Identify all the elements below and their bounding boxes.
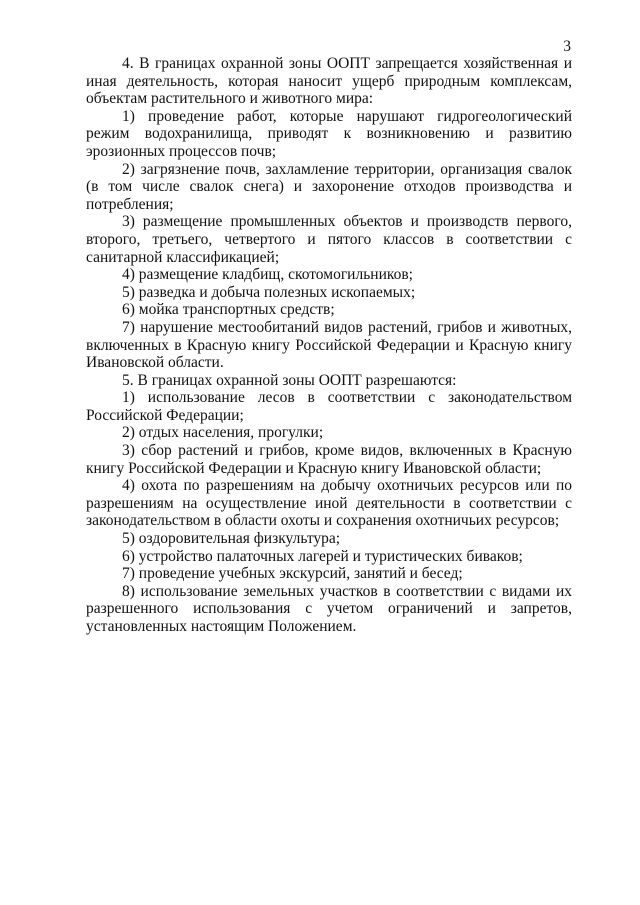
paragraph-prohibited-item-6: 6) мойка транспортных средств; bbox=[122, 301, 335, 319]
paragraph-allowed-item-6: 6) устройство палаточных лагерей и туристических биваков; bbox=[122, 547, 523, 565]
document-body bbox=[86, 55, 572, 636]
paragraph-allowed-item-1: 1) использование лесов в соответствии с законодательством Российской Федерации; bbox=[86, 389, 572, 424]
paragraph-allowed-item-7: 7) проведение учебных экскурсий, занятий и бесед; bbox=[122, 565, 463, 583]
paragraph-prohibited-item-1: 1) проведение работ, которые нарушают гидрогеологический режим водохранилища, приводят к возникновению и развитию эрозионных процессов почв; bbox=[86, 107, 572, 160]
paragraph-prohibited-item-3: 3) размещение промышленных объектов и производств первого, второго, третьего, четвертого и пятого классов в соответствии с санитарной классификацией; bbox=[86, 213, 572, 266]
paragraph-allowed-intro: 5. В границах охранной зоны ООПТ разрешаются: bbox=[122, 371, 457, 389]
paragraph-allowed-item-3: 3) сбор растений и грибов, кроме видов, включенных в Красную книгу Российской Федерации и Красную книгу Ивановской области; bbox=[86, 442, 572, 477]
paragraph-prohibited-item-4: 4) размещение кладбищ, скотомогильников; bbox=[122, 266, 413, 284]
paragraph-allowed-item-4: 4) охота по разрешениям на добычу охотничьих ресурсов или по разрешениям на осуществление иной деятельности в соответствии с законодательством в области охоты и сохранения охотничьих ресурсов; bbox=[86, 477, 572, 530]
paragraph-allowed-item-2: 2) отдых населения, прогулки; bbox=[122, 424, 324, 442]
paragraph-prohibited-item-2: 2) загрязнение почв, захламление территории, организация свалок (в том числе свалок снега) и захоронение отходов производства и потребления; bbox=[86, 160, 572, 213]
paragraph-prohibited-item-5: 5) разведка и добыча полезных ископаемых; bbox=[122, 283, 416, 301]
page-number: 3 bbox=[563, 38, 571, 55]
paragraph-allowed-item-8: 8) использование земельных участков в соответствии с видами их разрешенного использования с учетом ограничений и запретов, установленных настоящим Положением. bbox=[86, 582, 572, 635]
paragraph-allowed-item-5: 5) оздоровительная физкультура; bbox=[122, 530, 341, 548]
paragraph-prohibited-intro: 4. В границах охранной зоны ООПТ запрещается хозяйственная и иная деятельность, которая наносит ущерб природным комплексам, объектам растительного и животного мира: bbox=[86, 55, 572, 108]
paragraph-prohibited-item-7: 7) нарушение местообитаний видов растений, грибов и животных, включенных в Красную книгу Российской Федерации и Красную книгу Ивановской области. bbox=[86, 318, 572, 372]
